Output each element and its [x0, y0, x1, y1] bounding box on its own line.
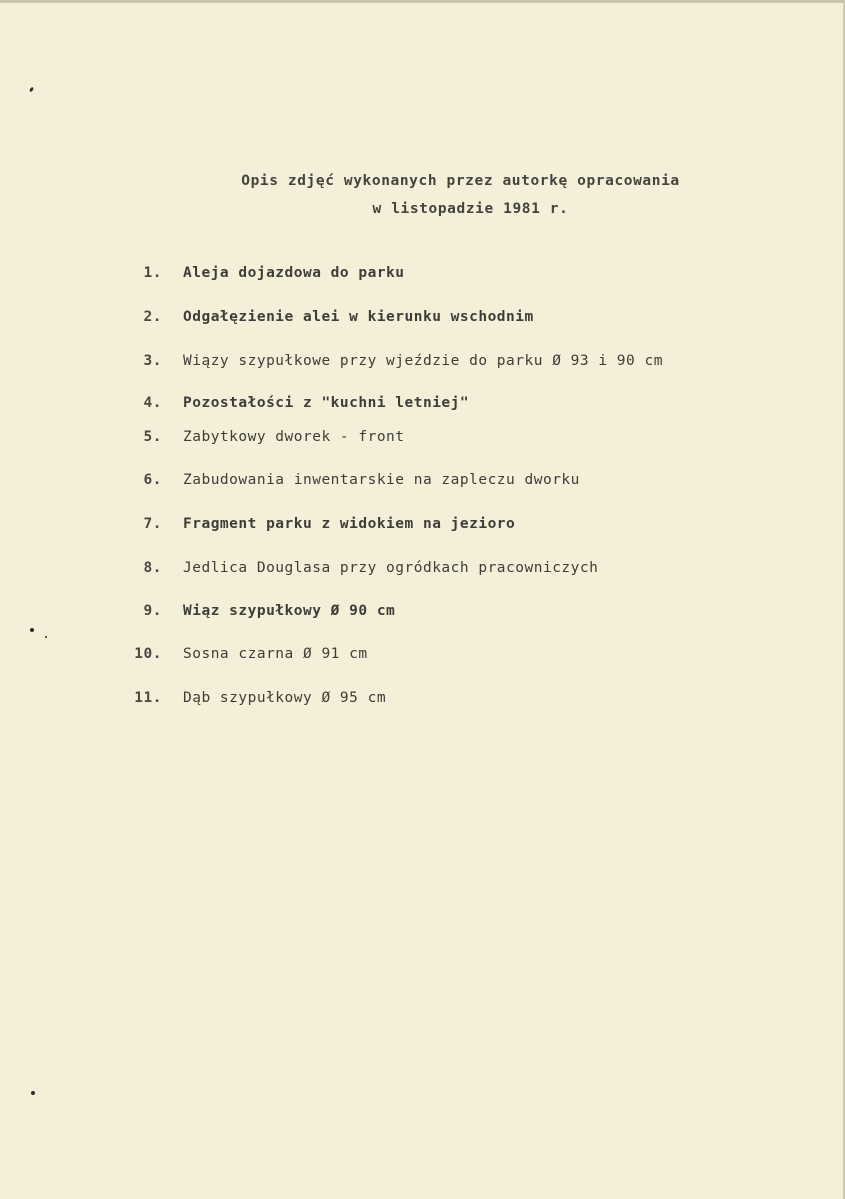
- item-text: Odgałęzienie alei w kierunku wschodnim: [183, 309, 534, 325]
- list-item: [0, 472, 845, 494]
- list-item: [0, 516, 845, 538]
- list-item: [0, 603, 845, 625]
- item-number: 4.: [143, 395, 162, 411]
- item-number: 6.: [143, 472, 162, 488]
- item-text: Dąb szypułkowy Ø 95 cm: [183, 690, 387, 706]
- document-title-line-2: w listopadzie 1981 r.: [372, 201, 569, 217]
- item-number: 1.: [143, 265, 162, 281]
- list-item: [0, 646, 845, 668]
- item-number: 2.: [143, 309, 162, 325]
- item-text: Jedlica Douglasa przy ogródkach pracowniczych: [183, 560, 599, 576]
- list-item: [0, 309, 845, 331]
- item-text: Zabytkowy dworek - front: [183, 429, 405, 445]
- ink-mark: [31, 1091, 35, 1095]
- item-number: 5.: [143, 429, 162, 445]
- list-item: [0, 353, 845, 375]
- item-number: 3.: [143, 353, 162, 369]
- item-text: Wiązy szypułkowe przy wjeździe do parku Ø 93 i 90 cm: [183, 353, 663, 369]
- item-text: Wiąz szypułkowy Ø 90 cm: [183, 603, 396, 619]
- list-item: [0, 395, 845, 417]
- list-item: [0, 429, 845, 451]
- ink-mark: [30, 628, 34, 632]
- document-title-line-1: Opis zdjęć wykonanych przez autorkę opracowania: [241, 173, 680, 189]
- item-text: Aleja dojazdowa do parku: [183, 265, 405, 281]
- item-text: Fragment parku z widokiem na jezioro: [183, 516, 516, 532]
- item-text: Pozostałości z "kuchni letniej": [183, 395, 470, 411]
- ink-mark: [29, 87, 34, 93]
- list-item: [0, 560, 845, 582]
- item-text: Zabudowania inwentarskie na zapleczu dworku: [183, 472, 580, 488]
- ink-mark: [45, 636, 47, 638]
- list-item: [0, 265, 845, 287]
- item-number: 11.: [134, 690, 162, 706]
- item-number: 9.: [143, 603, 162, 619]
- item-number: 10.: [134, 646, 162, 662]
- item-text: Sosna czarna Ø 91 cm: [183, 646, 368, 662]
- item-number: 8.: [143, 560, 162, 576]
- list-item: [0, 690, 845, 712]
- item-number: 7.: [143, 516, 162, 532]
